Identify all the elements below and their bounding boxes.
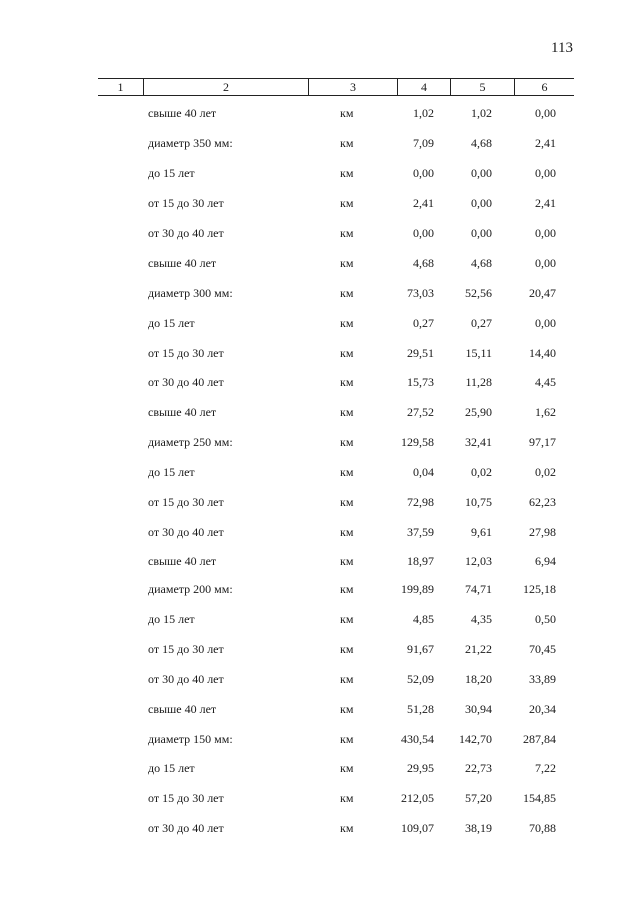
row-value-col5: 4,68 [471, 256, 492, 270]
row-name: свыше 40 лет [148, 702, 217, 716]
row-value-col6: 0,00 [535, 166, 556, 180]
row-value-col5: 22,73 [465, 761, 492, 775]
header-col-2: 2 [144, 79, 309, 95]
row-value-col4: 4,85 [413, 612, 434, 626]
table-row [98, 370, 574, 394]
row-value-col4: 4,68 [413, 256, 434, 270]
table-row [98, 490, 574, 514]
row-value-col5: 0,00 [471, 166, 492, 180]
row-value-col5: 0,02 [471, 465, 492, 479]
table-row [98, 816, 574, 840]
row-value-col6: 97,17 [529, 435, 556, 449]
row-unit: км [340, 582, 354, 596]
row-value-col5: 18,20 [465, 672, 492, 686]
row-value-col4: 1,02 [413, 106, 434, 120]
table-row [98, 341, 574, 365]
table-row [98, 549, 574, 573]
row-unit: км [340, 316, 354, 330]
row-value-col5: 32,41 [465, 435, 492, 449]
table-row [98, 131, 574, 155]
row-value-col4: 52,09 [407, 672, 434, 686]
row-value-col6: 2,41 [535, 136, 556, 150]
row-name: диаметр 150 мм: [148, 732, 233, 746]
row-value-col5: 74,71 [465, 582, 492, 596]
row-value-col6: 0,00 [535, 256, 556, 270]
row-name: от 30 до 40 лет [148, 525, 224, 539]
row-value-col4: 7,09 [413, 136, 434, 150]
page-number: 113 [551, 40, 573, 56]
table-header [98, 78, 574, 96]
table-row [98, 667, 574, 691]
row-value-col4: 0,00 [413, 166, 434, 180]
row-value-col6: 6,94 [535, 554, 556, 568]
row-value-col6: 0,00 [535, 106, 556, 120]
row-name: от 30 до 40 лет [148, 226, 224, 240]
row-value-col6: 2,41 [535, 196, 556, 210]
row-value-col5: 30,94 [465, 702, 492, 716]
table-row [98, 400, 574, 424]
row-name: от 15 до 30 лет [148, 791, 224, 805]
row-value-col5: 1,02 [471, 106, 492, 120]
row-value-col6: 20,47 [529, 286, 556, 300]
row-value-col4: 29,95 [407, 761, 434, 775]
row-name: до 15 лет [148, 612, 195, 626]
row-unit: км [340, 405, 354, 419]
row-value-col6: 33,89 [529, 672, 556, 686]
row-value-col4: 212,05 [401, 791, 434, 805]
row-unit: км [340, 761, 354, 775]
row-unit: км [340, 465, 354, 479]
row-unit: км [340, 732, 354, 746]
row-name: от 15 до 30 лет [148, 642, 224, 656]
table-row [98, 221, 574, 245]
table-row [98, 191, 574, 215]
row-value-col4: 18,97 [407, 554, 434, 568]
row-value-col4: 0,27 [413, 316, 434, 330]
row-unit: км [340, 672, 354, 686]
row-value-col4: 0,00 [413, 226, 434, 240]
row-name: от 30 до 40 лет [148, 375, 224, 389]
header-col-5: 5 [451, 79, 515, 95]
table-row [98, 101, 574, 125]
row-value-col6: 125,18 [523, 582, 556, 596]
row-value-col5: 142,70 [459, 732, 492, 746]
header-col-6: 6 [541, 80, 548, 94]
row-value-col6: 4,45 [535, 375, 556, 389]
table-row [98, 281, 574, 305]
row-value-col4: 29,51 [407, 346, 434, 360]
row-value-col5: 0,00 [471, 196, 492, 210]
row-value-col4: 129,58 [401, 435, 434, 449]
row-name: от 15 до 30 лет [148, 196, 224, 210]
row-unit: км [340, 554, 354, 568]
row-unit: км [340, 702, 354, 716]
row-value-col6: 0,02 [535, 465, 556, 479]
row-value-col4: 72,98 [407, 495, 434, 509]
row-unit: км [340, 346, 354, 360]
table-row [98, 311, 574, 335]
row-unit: км [340, 612, 354, 626]
row-unit: км [340, 791, 354, 805]
row-value-col4: 2,41 [413, 196, 434, 210]
row-value-col6: 0,50 [535, 612, 556, 626]
row-value-col5: 38,19 [465, 821, 492, 835]
table-row [98, 786, 574, 810]
row-name: свыше 40 лет [148, 554, 217, 568]
row-value-col5: 9,61 [471, 525, 492, 539]
row-name: от 30 до 40 лет [148, 672, 224, 686]
row-name: до 15 лет [148, 465, 195, 479]
row-value-col6: 7,22 [535, 761, 556, 775]
row-name: диаметр 200 мм: [148, 582, 233, 596]
row-unit: км [340, 286, 354, 300]
row-name: от 30 до 40 лет [148, 821, 224, 835]
row-value-col4: 15,73 [407, 375, 434, 389]
row-value-col4: 51,28 [407, 702, 434, 716]
row-value-col6: 14,40 [529, 346, 556, 360]
table-row [98, 756, 574, 780]
row-value-col6: 0,00 [535, 226, 556, 240]
row-value-col6: 0,00 [535, 316, 556, 330]
row-unit: км [340, 435, 354, 449]
table-row [98, 727, 574, 751]
row-unit: км [340, 166, 354, 180]
row-name: диаметр 300 мм: [148, 286, 233, 300]
row-value-col4: 109,07 [401, 821, 434, 835]
row-name: свыше 40 лет [148, 405, 217, 419]
row-value-col4: 37,59 [407, 525, 434, 539]
row-unit: км [340, 821, 354, 835]
row-value-col6: 154,85 [523, 791, 556, 805]
row-value-col5: 4,68 [471, 136, 492, 150]
header-col-1: 1 [98, 79, 144, 95]
row-value-col4: 73,03 [407, 286, 434, 300]
row-value-col4: 199,89 [401, 582, 434, 596]
row-value-col6: 27,98 [529, 525, 556, 539]
table-row [98, 430, 574, 454]
row-value-col5: 10,75 [465, 495, 492, 509]
row-value-col5: 25,90 [465, 405, 492, 419]
table-row [98, 161, 574, 185]
table-row [98, 607, 574, 631]
row-name: от 15 до 30 лет [148, 346, 224, 360]
row-unit: км [340, 375, 354, 389]
header-col-4: 4 [398, 79, 451, 95]
row-unit: км [340, 196, 354, 210]
row-value-col5: 11,28 [465, 375, 492, 389]
row-value-col4: 27,52 [407, 405, 434, 419]
row-value-col6: 287,84 [523, 732, 556, 746]
row-value-col5: 4,35 [471, 612, 492, 626]
row-value-col6: 20,34 [529, 702, 556, 716]
row-value-col5: 52,56 [465, 286, 492, 300]
row-unit: км [340, 495, 354, 509]
row-unit: км [340, 226, 354, 240]
row-unit: км [340, 136, 354, 150]
row-value-col6: 1,62 [535, 405, 556, 419]
table-row [98, 697, 574, 721]
row-value-col6: 62,23 [529, 495, 556, 509]
row-value-col6: 70,88 [529, 821, 556, 835]
row-unit: км [340, 642, 354, 656]
row-value-col5: 12,03 [465, 554, 492, 568]
row-name: диаметр 350 мм: [148, 136, 233, 150]
row-name: свыше 40 лет [148, 106, 217, 120]
row-unit: км [340, 256, 354, 270]
row-name: от 15 до 30 лет [148, 495, 224, 509]
row-name: до 15 лет [148, 761, 195, 775]
row-value-col5: 15,11 [465, 346, 492, 360]
row-value-col4: 0,04 [413, 465, 434, 479]
row-value-col4: 91,67 [407, 642, 434, 656]
row-value-col5: 21,22 [465, 642, 492, 656]
header-col-3: 3 [309, 79, 398, 95]
row-name: до 15 лет [148, 166, 195, 180]
row-value-col5: 0,00 [471, 226, 492, 240]
row-unit: км [340, 525, 354, 539]
table-row [98, 637, 574, 661]
row-name: свыше 40 лет [148, 256, 217, 270]
row-value-col6: 70,45 [529, 642, 556, 656]
table-row [98, 460, 574, 484]
row-unit: км [340, 106, 354, 120]
table-row [98, 251, 574, 275]
table-row [98, 520, 574, 544]
row-value-col5: 57,20 [465, 791, 492, 805]
row-name: диаметр 250 мм: [148, 435, 233, 449]
row-name: до 15 лет [148, 316, 195, 330]
row-value-col4: 430,54 [401, 732, 434, 746]
table-row [98, 577, 574, 601]
row-value-col5: 0,27 [471, 316, 492, 330]
